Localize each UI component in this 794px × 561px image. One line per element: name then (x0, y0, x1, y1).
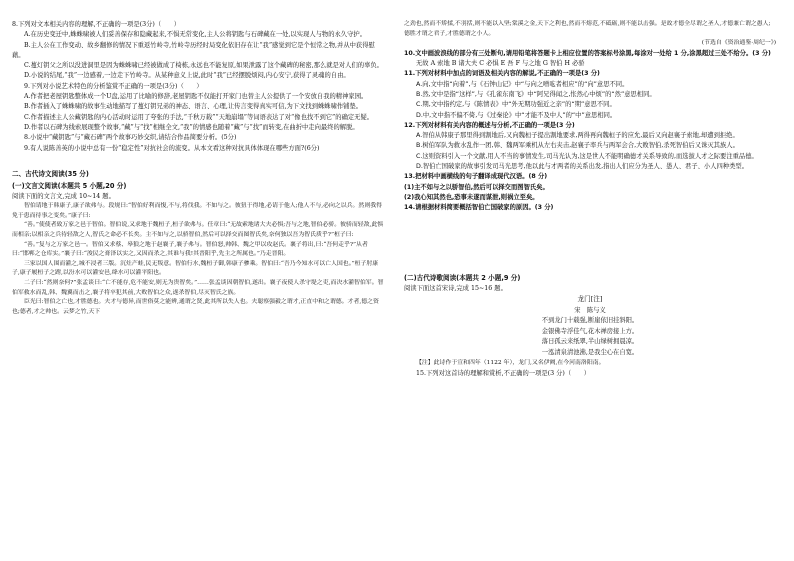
q11-stem: 11.下列对材料中加点的词语及相关内容的解说,不正确的一项是(3 分) (404, 70, 600, 78)
right-column (404, 20, 776, 379)
q9-option-a: A.作者把老屋钥匙整体成一个U盘,运用了比喻的修辞,老屋钥匙不仅能打开家门也替主人公提供了一个安放自我的精神家园。 (24, 93, 368, 101)
q9-option-c: C.作者描述主人公藏钥匙的内心活动时运用了夸张的手法,“千秋万载”“天地崩塌”等词语表达了对“像也找不到它”的确定无疑。 (24, 113, 374, 121)
q10-options: 无故 A 索地 B 诸大夫 C 必惧 E 吾 F 与之地 G 智伯 H 必骄 (416, 60, 585, 68)
q10-stem: 10.文中画波浪线的部分有三处断句,请用铅笔将答题卡上相应位置的答案标号涂黑,每涂对一处给 1 分,涂黑超过三处不给分。(3 分) (404, 49, 771, 57)
section-heading-classical: 二、古代诗文阅读(35 分) (12, 169, 89, 178)
passage-paragraph: 三家以国人围而灌之,城不浸者三版。沉灶产蛙,民无叛意。智伯行水,魏桓子御,韩康子骖乘。智伯曰:“吾乃今知水可以亡人国也。”桓子肘康子,康子履桓子之跗,以汾水可以灌安邑,绛水可以灌平阳也。 (12, 260, 379, 277)
passage-source: (节选自《资治通鉴·周纪一》) (701, 40, 776, 47)
passage-paragraph: “善。”使使者致万家之邑于智伯。智伯说,又求地于魏桓子,桓子欲弗与。任章曰:“无故索地诸大夫必惧;吾与之地,智伯必骄。彼骄而轻敌,此惧而相亲;以相亲之兵待轻敌之人,智氏之命必不长矣。主不如与之,以骄智伯,然后可以择交而图智氏矣,奈何独以吾为智氏质乎?”桓子曰: (12, 222, 384, 238)
passage-continuation: 之劲也,然而不矫揉,不羽括,则不能以入坚;棠溪之金,天下之利也,然而不熔范,不砥砺,则不能以击强。是故才德全尽谓之圣人,才德兼亡谓之愚人;德胜才谓之君子,才胜德谓之小人。 (404, 21, 771, 37)
q12-option-a: A.智伯从韩康子那里得到割地后,又向魏桓子提出割地要求,两得再向魏桓子的应允,最后又向赵襄子索地,却遭到拒绝。 (416, 132, 739, 140)
poem-author: 宋 陈与义 (574, 306, 606, 314)
poem-title: 龙门[注] (577, 294, 603, 303)
passage-paragraph: 臣光曰:智伯之亡也,才胜德也。夫才与德异,而世俗莫之能辨,通谓之贤,此其所以失人也。夫聪察强毅之谓才,正直中和之谓德。才者,德之资也;德者,才之帅也。云梦之竹,天下 (12, 299, 379, 315)
q11-option-a: A.向,文中指“向着”,与《石钟山记》中“与向之噌吰者相应”的“向”意思不同。 (416, 80, 629, 88)
q9-option-b: B.作者插入了蛛蛛啸的故事生动地描写了蔓灯钥兄弟的神态、语言、心理,让传言变得真实可信,为下文找到蛛蛛啸作铺垫。 (24, 103, 363, 111)
essay-question-1: 8.小说中“藏钥匙”与“藏石碑”两个故事巧妙交织,请结合作品简要分析。(5分) (24, 134, 237, 142)
poem-line: 一泓清泉清池沸,是我尘心在自宽。 (541, 349, 639, 357)
passage-paragraph: 智伯请地于韩康子,康子欲弗与。段规曰:“智伯好利而愎,不与,将伐我。不如与之。彼狃于得地,必请于他人;他人不与,必向之以兵。然则我得免于患而待事之变矣。”康子曰: (12, 203, 382, 219)
subsection-heading-prose: (一)文言文阅读(本题共 5 小题,20 分) (12, 181, 127, 190)
subsection-instruction: 阅读下面的文言文,完成 10~14 题。 (12, 192, 115, 200)
q11-option-c: C.期,文中指约定,与《陈情表》中“外无期功强近之亲”的“期”意思不同。 (416, 101, 616, 109)
poem-note: 【注】此诗作于宣和四年（1122 年），龙门,又名伊阙,在今河南洛阳南。 (416, 360, 605, 367)
q11-option-d: D.中,文中指不偏不倚,与《过秦论》中“才能不及中人”的“中”意思相同。 (416, 111, 617, 119)
passage-paragraph: 二子曰:“然则奈何?”张孟谈曰:“亡不能存,危不能安,则无为贵智矣。”……张孟谈因朝智伯,遂出。襄子夜使人杀守堤之吏,而决水灌智伯军。智伯军救水而乱,韩、魏翼而击之,襄子将卒犯其前,大败智伯之众,遂杀智伯,尽灭智氏之族。 (12, 279, 384, 296)
q12-option-b: B.树伯军队为救水乱作一团,韩、魏两军乘机从左右夹击,赵襄子率兵与两军会合,大败智伯,杀死智伯后又诛灭其族人。 (416, 142, 739, 150)
q8-option-b: B.主人公在工作变动、故乡翻修的情况下重返竹岭寺,竹岭寺历经时局变化依旧存在让“我”感觉到它是个恒常之物,并从中获得慰藉。 (12, 41, 375, 59)
left-column (12, 20, 384, 317)
q8-option-d: D.小说的结尾,“我”一边感着,一边走下竹岭寺。从某种意义上说,此时“我”已经摆脱烦闷,内心安宁,获得了灵魂的自由。 (24, 72, 350, 80)
q12-option-d: D.智伯亡国破家的故事引发司马光思考,他以此与才两者的关系出发,指出人们应分为圣人、愚人、君子、小人四种类型。 (416, 163, 748, 171)
essay-question-2: 9.有人说陈善英的小说中总有一份“稳定性”对抗社会的流变。从本文看这种对抗具体体现在哪些方面?(6分) (24, 144, 320, 152)
q8-option-c: C.蔓灯钥父之所以没进洞里是因为蛛蛛啸已经被做成了椅栋,永远也不能复原,如果泄露了这个藏碑的秘密,那么就是对人们的辜负。 (24, 62, 383, 70)
poem-line: 金银佛寺浮佳气,花木禅房接上方。 (541, 327, 639, 335)
q12-stem: 12.下列对材料有关内容的概述与分析,不正确的一项是(3 分) (404, 121, 575, 129)
q13-sentence-1: (1)主不如与之以骄智伯,然后可以择交而图智氏矣。 (404, 183, 549, 191)
q14-stem: 14.请根据材料简要概括智伯亡国破家的原因。(3 分) (404, 204, 554, 212)
poetry-instruction: 阅读下面这首宋诗,完成 15~16 题。 (404, 284, 507, 292)
poem-line: 落日孤云来纸翠,半山绿树拥晨凉。 (541, 338, 639, 346)
q15-stem: 15.下列对这首诗的理解和赏析,不正确的一项是(3 分)（ ） (416, 369, 591, 377)
q9-option-d: D.作者以石碑为线索展现整个故事,“藏”与“找”相继全文,“我”的情感也随着“藏”与“找”而转变,在曲折中走向最终的解脱。 (24, 123, 359, 131)
q8-option-a: A.在历史变迁中,蛛蛛啸被人们妥善保存和隐藏起来,不惧无常变化,主人公将钥匙与石碑藏在一处,以实现人与物的永久守护。 (24, 31, 366, 39)
q12-option-c: C.这则资料引入一个文献,用人不当的事情发生,司马光认为,这是世人不能明确德才关系导致的,而选拔人才之际要注重品德。 (416, 152, 758, 160)
passage-paragraph: “善。”复与之万家之邑一。智伯又求蔡、皋狼之地于赵襄子,襄子弗与。智伯怒,帅韩、魏之甲以攻赵氏。襄子将出,曰:“吾何走乎?”从者曰:“邯郸之仓库实。”襄子曰:“浚民之膏泽以实之,又因而杀之,其谁与我!其晋阳乎,先主之所属也。”乃走晋阳。 (12, 241, 368, 258)
subsection-heading-poetry: (二)古代诗歌阅读(本题共 2 小题,9 分) (404, 273, 521, 282)
q11-option-b: B.然,文中是指“这样”,与《孔雀东南飞》中“阿兄得闻之,怅然心中烦”的“然”意思相同。 (416, 90, 656, 98)
q9-stem: 9.下列对小说艺术特色的分析鉴赏不正确的一项是(3分)（ ） (24, 82, 203, 90)
q8-stem: 8.下列对文本相关内容的理解,不正确的一项是(3分)（ ） (12, 21, 181, 28)
q13-stem: 13.把材料中画横线的句子翻译成现代汉语。(8 分) (404, 173, 548, 181)
q13-sentence-2: (2)我心知其然也,恐事未遂而谋泄,则祸立至矣。 (404, 193, 539, 201)
poem-line: 不到龙门十载强,断崖依旧挂斜阳。 (541, 316, 639, 324)
